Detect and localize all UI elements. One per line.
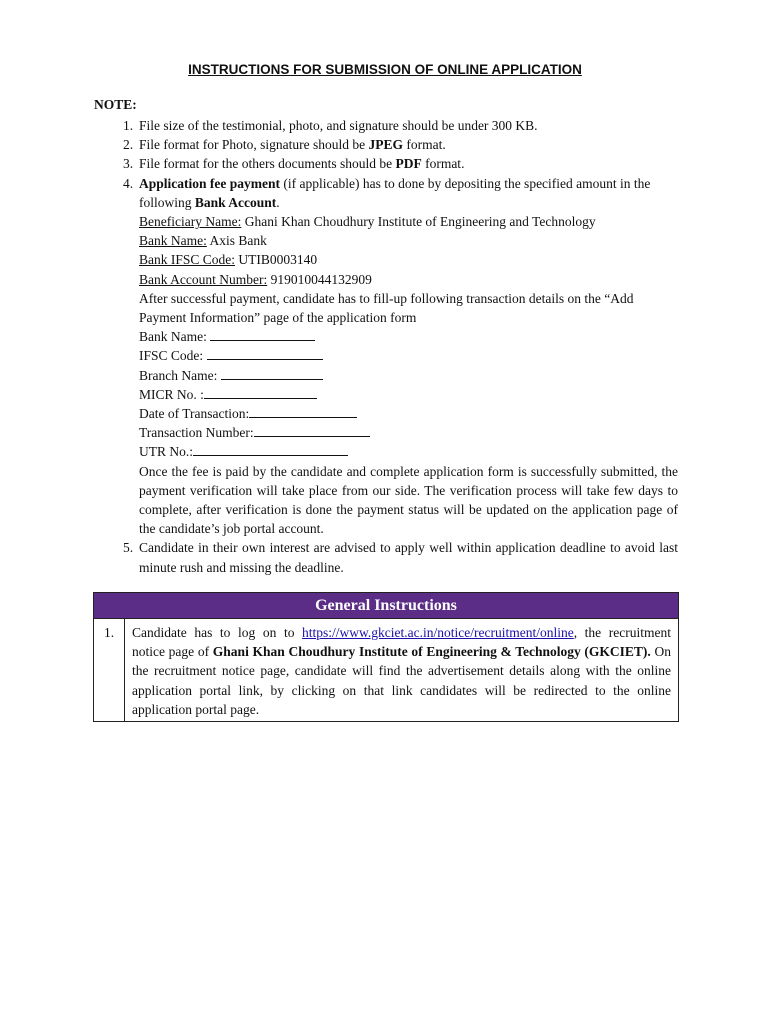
note-item-2: 2. File format for Photo, signature should be JPEG format. xyxy=(123,137,446,153)
ifsc-line: Bank IFSC Code: UTIB0003140 xyxy=(139,252,318,268)
blank-line xyxy=(254,424,370,437)
after-payment-text: After successful payment, candidate has to fill-up following transaction details on the “Add Payment Information” page of the application form xyxy=(139,290,634,326)
row-number: 1. xyxy=(94,619,125,721)
field-utr: UTR No.: xyxy=(139,442,678,461)
note-item-3: 3. File format for the others documents should be PDF format. xyxy=(123,156,465,172)
field-ifsc-code: IFSC Code: xyxy=(139,346,678,365)
account-line: Bank Account Number: 919010044132909 xyxy=(139,271,372,287)
blank-line xyxy=(193,443,348,456)
blank-line xyxy=(204,386,317,399)
field-transaction: Transaction Number: xyxy=(139,423,678,442)
beneficiary-line: Beneficiary Name: Ghani Khan Choudhury Institute of Engineering and Technology xyxy=(139,214,596,230)
blank-line xyxy=(249,405,357,418)
table-row xyxy=(94,618,678,721)
note-label: NOTE: xyxy=(94,97,137,112)
field-date: Date of Transaction: xyxy=(139,404,678,423)
blank-line xyxy=(221,367,323,380)
blank-line xyxy=(210,328,315,341)
field-bank-name: Bank Name: xyxy=(139,327,678,346)
notes-list xyxy=(94,116,678,577)
blank-line xyxy=(207,347,323,360)
row-text: Candidate has to log on to https://www.gkciet.ac.in/notice/recruitment/online, the recruitment notice page of Ghani Khan Choudhury Institute of Engineering & Technology (GKCIET). On the recruitment notice page, candidate will find the advertisement details along with the online application portal link, by clicking on that link candidates will be redirected to the online application portal page. xyxy=(132,625,672,717)
bank-name-line: Bank Name: Axis Bank xyxy=(139,233,267,249)
note-item-4: 4. Application fee payment (if applicable) has to done by depositing the specified amount in the following Bank Account. Beneficiary Name: Ghani Khan Choudhury Institute of Engineering and Technology Bank Name: Axis Bank Bank IFSC Code: UTIB0003140 Bank Account Number: 919010044132909 After successful payment, candidate has to fill-up following transaction details on the “Add Payment Information” page of the application form Bank Name: IFSC Code: Branch Name: MICR No. : Date of Transaction: Transaction Number: UTR No.: Once the fee is paid by the candidate and complete application form is successfully submitted, the payment verification will take place from our side. The verification process will take few days to complete, after verification is done the payment status will be updated on the application page of the candidate’s job portal account. xyxy=(94,174,678,539)
field-micr: MICR No. : xyxy=(139,385,678,404)
general-instructions-table xyxy=(93,592,679,722)
note-item-5: 5. Candidate in their own interest are advised to apply well within application deadline to avoid last minute rush and missing the deadline. xyxy=(123,540,678,575)
general-instructions-heading: General Instructions xyxy=(94,593,678,618)
page-title: INSTRUCTIONS FOR SUBMISSION OF ONLINE APPLICATION xyxy=(188,62,582,77)
note-item-1: 1. File size of the testimonial, photo, and signature should be under 300 KB. xyxy=(123,118,538,133)
closing-text: Once the fee is paid by the candidate and complete application form is successfully submitted, the payment verification will take place from our side. The verification process will take few days to complete, after verification is done the payment status will be updated on the application page of the candidate’s job portal account. xyxy=(139,463,678,537)
field-branch-name: Branch Name: xyxy=(139,366,678,385)
recruitment-link[interactable]: https://www.gkciet.ac.in/notice/recruitment/online xyxy=(302,625,574,640)
